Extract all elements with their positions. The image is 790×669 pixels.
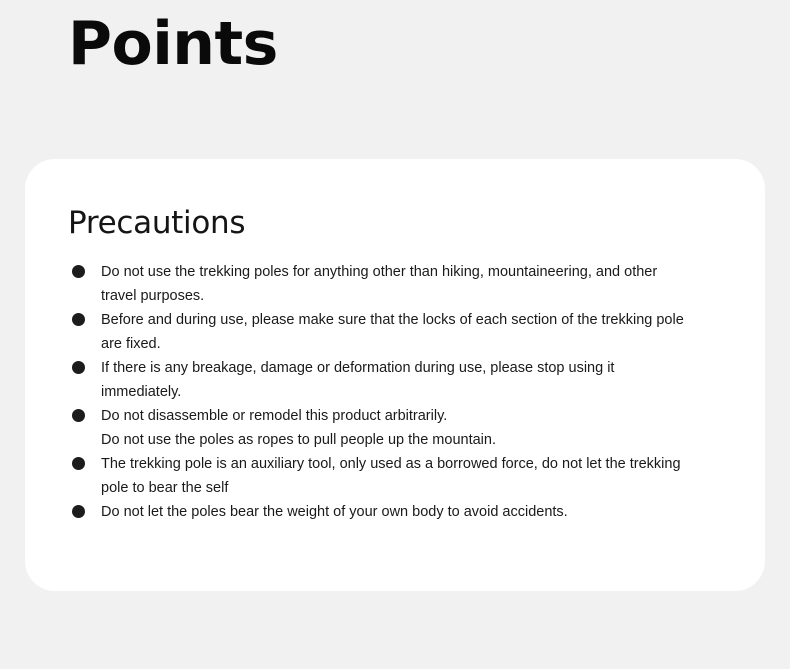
precaution-line: The trekking pole is an auxiliary tool, only used as a borrowed force, do not let the trekking	[101, 456, 681, 472]
bullet-icon	[72, 313, 85, 326]
precaution-item	[68, 500, 728, 524]
precaution-line: Do not let the poles bear the weight of your own body to avoid accidents.	[101, 504, 568, 520]
precaution-line: If there is any breakage, damage or deformation during use, please stop using it	[101, 360, 615, 376]
page-title: Points	[68, 9, 278, 79]
precaution-item	[68, 404, 728, 452]
bullet-icon	[72, 457, 85, 470]
precautions-list	[68, 260, 728, 524]
precautions-heading: Precautions	[68, 205, 246, 241]
precaution-item	[68, 356, 728, 404]
precaution-line: travel purposes.	[101, 288, 205, 304]
precaution-line: Do not use the trekking poles for anything other than hiking, mountaineering, and other	[101, 264, 658, 280]
precaution-item	[68, 260, 728, 308]
precaution-item	[68, 308, 728, 356]
precaution-item	[68, 452, 728, 500]
bullet-icon	[72, 409, 85, 422]
precaution-line: are fixed.	[101, 336, 161, 352]
precaution-line: Do not disassemble or remodel this product arbitrarily.	[101, 408, 448, 424]
precautions-card	[25, 159, 765, 591]
precaution-line: immediately.	[101, 384, 182, 400]
precaution-line: Before and during use, please make sure that the locks of each section of the trekking pole	[101, 312, 684, 328]
bullet-icon	[72, 265, 85, 278]
precaution-line: pole to bear the self	[101, 480, 229, 496]
bullet-icon	[72, 361, 85, 374]
precaution-line: Do not use the poles as ropes to pull people up the mountain.	[101, 432, 496, 448]
bullet-icon	[72, 505, 85, 518]
